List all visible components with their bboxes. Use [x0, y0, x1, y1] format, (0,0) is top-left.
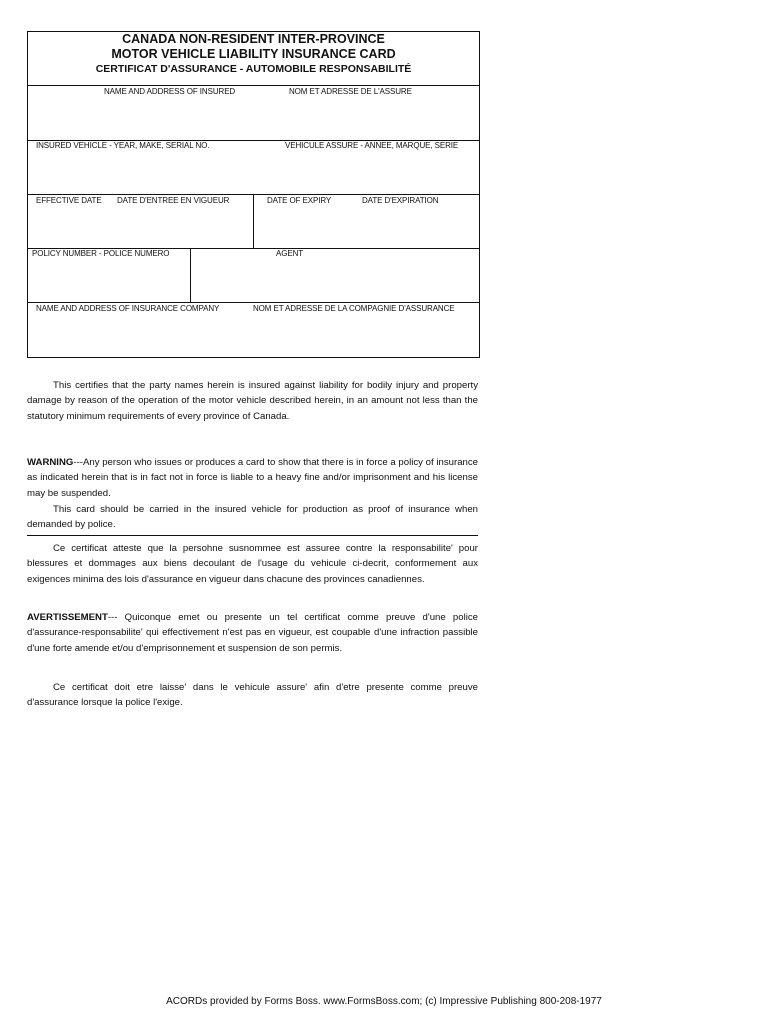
french-certification-text: Ce certificat atteste que la persohne susnommee est assuree contre la responsabilite' pour blessures et dommages aux biens decoulant de l'usage du vehicule ci-decrit, conformement aux exigences minima des lois d'assurance en vigueur dans chacune des provinces canadiennes.	[27, 543, 478, 585]
avertissement-heading: AVERTISSEMENT	[27, 612, 108, 623]
footer-credit: ACORDs provided by Forms Boss. www.FormsBoss.com; (c) Impressive Publishing 800-208-1977	[166, 996, 602, 1007]
effective-label-fr: DATE D'ENTREE EN VIGUEUR	[117, 196, 230, 205]
warning-heading: WARNING	[27, 457, 74, 468]
company-label-en: NAME AND ADDRESS OF INSURANCE COMPANY	[36, 304, 220, 313]
agent-label: AGENT	[276, 249, 304, 258]
vehicle-label-fr: VEHICULE ASSURE - ANNEE, MARQUE, SERIE	[285, 141, 459, 150]
dates-row	[28, 194, 479, 249]
card-title-block	[28, 32, 479, 86]
company-field[interactable]	[28, 302, 479, 357]
language-separator	[27, 535, 478, 536]
expiry-date-field[interactable]	[254, 195, 479, 249]
policy-label: POLICY NUMBER - POLICE NUMERO	[32, 249, 170, 258]
policy-number-field[interactable]	[28, 249, 190, 303]
english-certification-text: This certifies that the party names herein is insured against liability for bodily injury and property damage by reason of the operation of the motor vehicle described herein, in an amount not less than the statutory minimum requirements of every province of Canada.	[27, 380, 478, 422]
effective-label-en: EFFECTIVE DATE	[36, 196, 102, 205]
english-warning-text: WARNING---Any person who issues or produces a card to show that there is in force a policy of insurance as indicated herein that is in fact not in force is liable to a heavy fine and/or imprisonment and his license may be suspended.	[27, 457, 478, 499]
expiry-label-en: DATE OF EXPIRY	[267, 196, 332, 205]
card-title-line1: CANADA NON-RESIDENT INTER-PROVINCE	[122, 32, 385, 46]
vehicle-field[interactable]	[28, 140, 479, 195]
insured-label-en: NAME AND ADDRESS OF INSURED	[104, 87, 236, 96]
expiry-label-fr: DATE D'EXPIRATION	[362, 196, 439, 205]
insurance-card	[27, 31, 480, 358]
english-carry-text: This card should be carried in the insured vehicle for production as proof of insurance when demanded by police.	[27, 504, 478, 531]
agent-field[interactable]	[191, 249, 479, 303]
policy-row	[28, 248, 479, 303]
french-warning-text: AVERTISSEMENT--- Quiconque emet ou presente un tel certificat comme preuve d'une police d'assurance-responsabilite' qui effectivement n'est pas en vigueur, est coupable d'une infraction passible d'une forte amende et/ou d'emprisonnement et suspension de son permis.	[27, 612, 478, 654]
card-title-line3: CERTIFICAT D'ASSURANCE - AUTOMOBILE RESPONSABILITÉ	[95, 63, 412, 75]
insured-field[interactable]	[28, 86, 479, 140]
effective-date-field[interactable]	[28, 195, 253, 249]
vehicle-label-en: INSURED VEHICLE - YEAR, MAKE, SERIAL NO.	[36, 141, 210, 150]
insured-label-fr: NOM ET ADRESSE DE L'ASSURE	[289, 87, 412, 96]
card-title-line2: MOTOR VEHICLE LIABILITY INSURANCE CARD	[111, 47, 396, 61]
company-label-fr: NOM ET ADRESSE DE LA COMPAGNIE D'ASSURANCE	[253, 304, 455, 313]
french-carry-text: Ce certificat doit etre laisse' dans le vehicule assure' afin d'etre presente comme preuve d'assurance lorsque la police l'exige.	[27, 682, 478, 709]
